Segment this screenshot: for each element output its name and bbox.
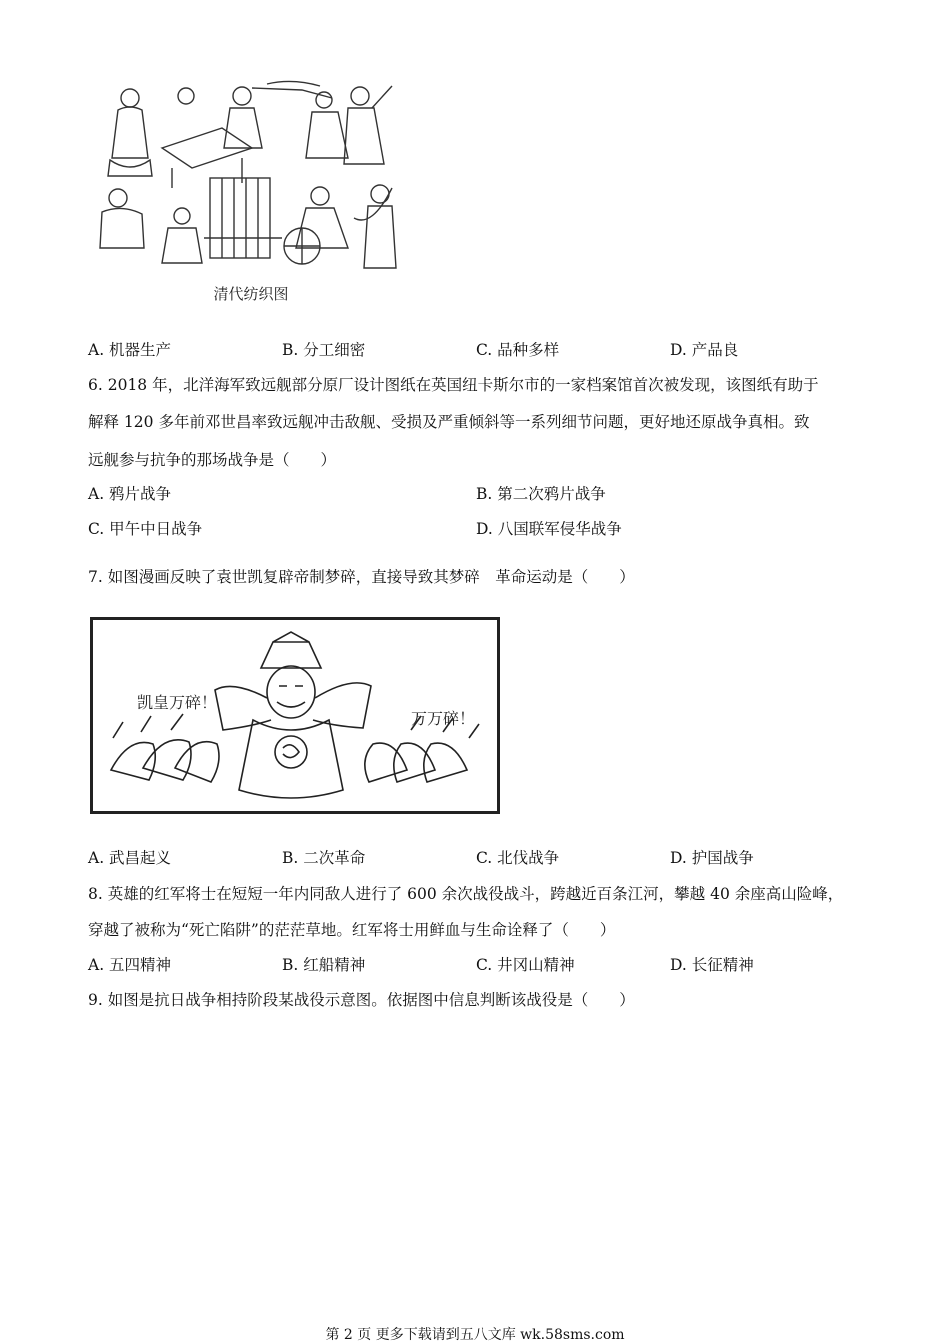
q6-stem-line-3: 远舰参与抗争的那场战争是（ ） (88, 451, 337, 469)
q7-option-a: A. 武昌起义 (88, 849, 172, 867)
q8-option-d: D. 长征精神 (670, 956, 754, 974)
q6-stem-line-1: 6. 2018 年，北洋海军致远舰部分原厂设计图纸在英国纽卡斯尔市的一家档案馆首次被发现，该图纸有助于 (88, 376, 819, 394)
q8-stem-line-2: 穿越了被称为“死亡陷阱”的茫茫草地。红军将士用鲜血与生命诠释了（ ） (88, 921, 616, 939)
q9-stem: 9. 如图是抗日战争相持阶段某战役示意图。依据图中信息判断该战役是（ ） (88, 991, 635, 1009)
q5-option-a: A. 机器生产 (88, 341, 172, 359)
q5-option-b: B. 分工细密 (282, 341, 366, 359)
qing-weaving-illustration (92, 78, 410, 310)
q6-option-c: C. 甲午中日战争 (88, 520, 203, 538)
q7-option-b: B. 二次革命 (282, 849, 366, 867)
q7-stem: 7. 如图漫画反映了袁世凯复辟帝制梦碎，直接导致其梦碎 革命运动是（ ） (88, 568, 635, 586)
q7-option-d: D. 护国战争 (670, 849, 754, 867)
q6-option-b: B. 第二次鸦片战争 (476, 485, 606, 503)
q6-option-d: D. 八国联军侵华战争 (476, 520, 622, 538)
yuan-shikai-cartoon (90, 617, 500, 814)
q8-option-c: C. 井冈山精神 (476, 956, 575, 974)
page-footer: 第 2 页 更多下载请到五八文库 wk.58sms.com (325, 1327, 625, 1343)
weaving-scene-drawing (92, 78, 410, 278)
q6-option-a: A. 鸦片战争 (88, 485, 172, 503)
q5-option-d: D. 产品良 (670, 341, 739, 359)
figure-caption: 清代纺织图 (213, 285, 289, 303)
q8-option-a: A. 五四精神 (88, 956, 172, 974)
cartoon-left-caption: 凯皇万碎！ (137, 693, 218, 712)
q8-option-b: B. 红船精神 (282, 956, 366, 974)
q8-stem-line-1: 8. 英雄的红军将士在短短一年内同敌人进行了 600 余次战役战斗，跨越近百条江河，攀越 40 余座高山险峰， (88, 885, 844, 903)
q5-option-c: C. 品种多样 (476, 341, 560, 359)
q7-option-c: C. 北伐战争 (476, 849, 560, 867)
cartoon-right-caption: 万万碎！ (411, 709, 476, 728)
q6-stem-line-2: 解释 120 多年前邓世昌率致远舰冲击敌舰、受损及严重倾斜等一系列细节问题，更好地还原战争真相。致 (88, 413, 810, 431)
